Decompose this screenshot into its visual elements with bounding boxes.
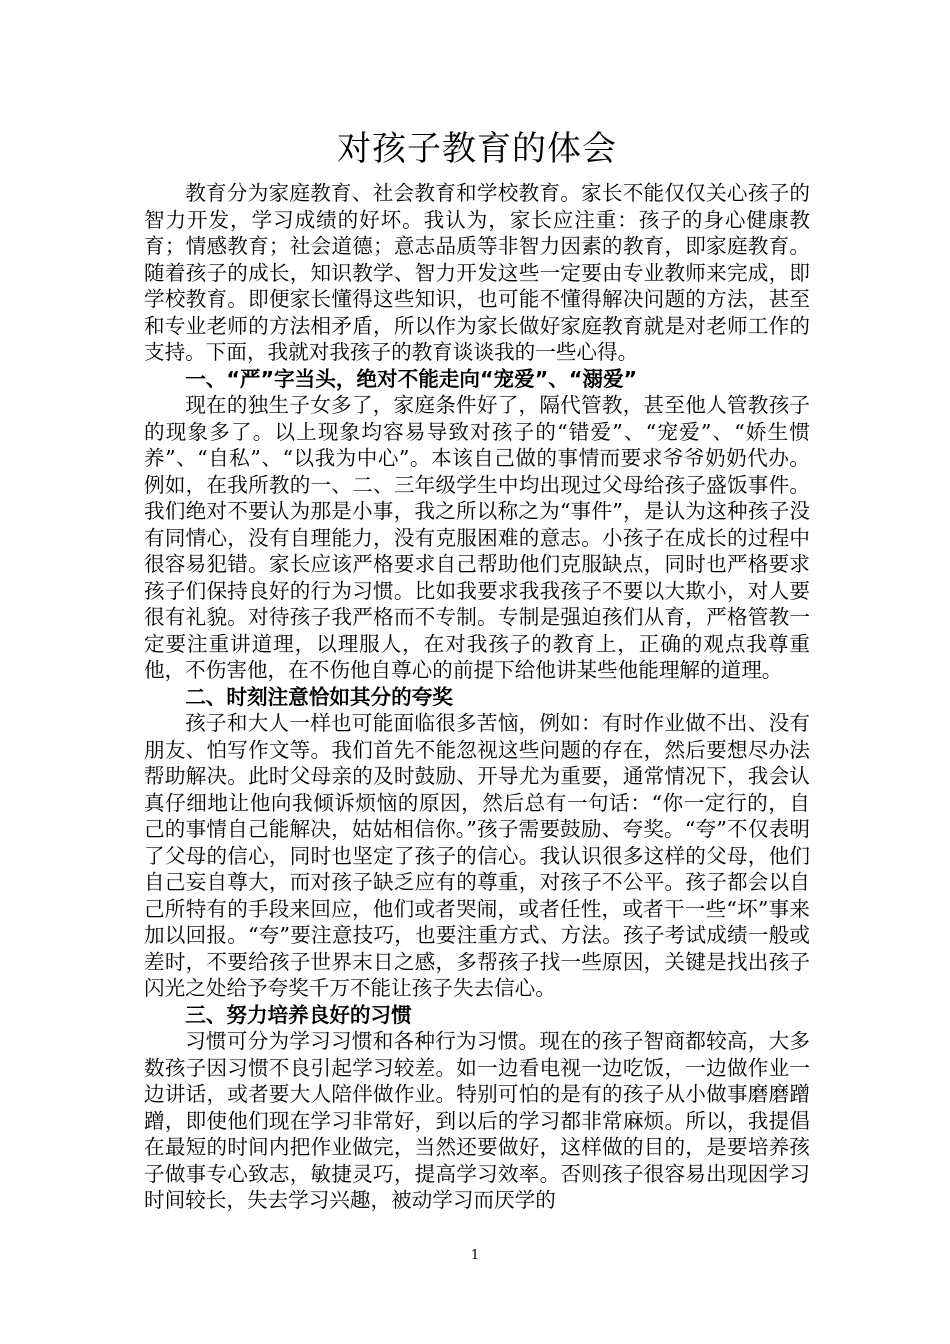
intro-paragraph: 教育分为家庭教育、社会教育和学校教育。家长不能仅仅关心孩子的智力开发，学习成绩的好坏。我认为，家长应注重：孩子的身心健康教育；情感教育；社会道德；意志品质等非智力因素的教育，即家庭教育。随着孩子的成长，知识教学、智力开发这些一定要由专业教师来完成，即学校教育。即便家长懂得这些知识，也可能不懂得解决问题的方法，甚至和专业老师的方法相矛盾，所以作为家长做好家庭教育就是对老师工作的支持。下面，我就对我孩子的教育谈谈我的一些心得。	[144, 181, 810, 364]
section-heading-2: 二、时刻注意恰如其分的夸奖	[185, 684, 453, 709]
section-heading-3: 三、努力培养良好的习惯	[185, 1002, 412, 1027]
section-body-2: 孩子和大人一样也可能面临很多苦恼，例如：有时作业做不出、没有朋友、怕写作文等。我们首先不能忽视这些问题的存在，然后要想尽办法帮助解决。此时父母亲的及时鼓励、开导尤为重要，通常情况下，我会认真仔细地让他向我倾诉烦恼的原因，然后总有一句话：“你一定行的，自己的事情自己能解决，姑姑相信你。”孩子需要鼓励、夸奖。“夸”不仅表明了父母的信心，同时也坚定了孩子的信心。我认识很多这样的父母，他们自己妄自尊大，而对孩子缺乏应有的尊重，对孩子不公平。孩子都会以自己所特有的手段来回应，他们或者哭闹，或者任性，或者干一些“坏”事来加以回报。“夸”要注意技巧，也要注重方式、方法。孩子考试成绩一般或差时，不要给孩子世界末日之感，多帮孩子找一些原因，关键是找出孩子闪光之处给予夸奖千万不能让孩子失去信心。	[144, 711, 810, 1000]
section-heading-1: 一、“严”字当头，绝对不能走向“宠爱”、“溺爱”	[185, 366, 638, 391]
page-number: 1	[470, 1248, 480, 1263]
section-body-1: 现在的独生子女多了，家庭条件好了，隔代管教，甚至他人管教孩子的现象多了。以上现象均容易导致对孩子的“错爱”、“宠爱”、“娇生惯养”、“自私”、“以我为中心”。本该自己做的事情而要求爷爷奶奶代办。例如，在我所教的一、二、三年级学生中均出现过父母给孩子盛饭事件。我们绝对不要认为那是小事，我之所以称之为“事件”，是认为这种孩子没有同情心，没有自理能力，没有克服困难的意志。小孩子在成长的过程中很容易犯错。家长应该严格要求自己帮助他们克服缺点，同时也严格要求孩子们保持良好的行为习惯。比如我要求我我孩子不要以大欺小，对人要很有礼貌。对待孩子我严格而不专制。专制是强迫孩们从育，严格管教一定要注重讲道理，以理服人，在对我孩子的教育上，正确的观点我尊重他，不伤害他，在不伤他自尊心的前提下给他讲某些他能理解的道理。	[144, 393, 810, 682]
document-title: 对孩子教育的体会	[337, 129, 617, 169]
document-body	[144, 126, 810, 1214]
section-body-3: 习惯可分为学习习惯和各种行为习惯。现在的孩子智商都较高，大多数孩子因习惯不良引起学习较差。如一边看电视一边吃饭，一边做作业一边讲话，或者要大人陪伴做作业。特别可怕的是有的孩子从小做事磨磨蹭蹭，即使他们现在学习非常好，到以后的学习都非常麻烦。所以，我提倡在最短的时间内把作业做完，当然还要做好，这样做的目的，是要培养孩子做事专心致志，敏捷灵巧，提高学习效率。否则孩子很容易出现因学习时间较长，失去学习兴趣，被动学习而厌学的	[144, 1029, 810, 1212]
